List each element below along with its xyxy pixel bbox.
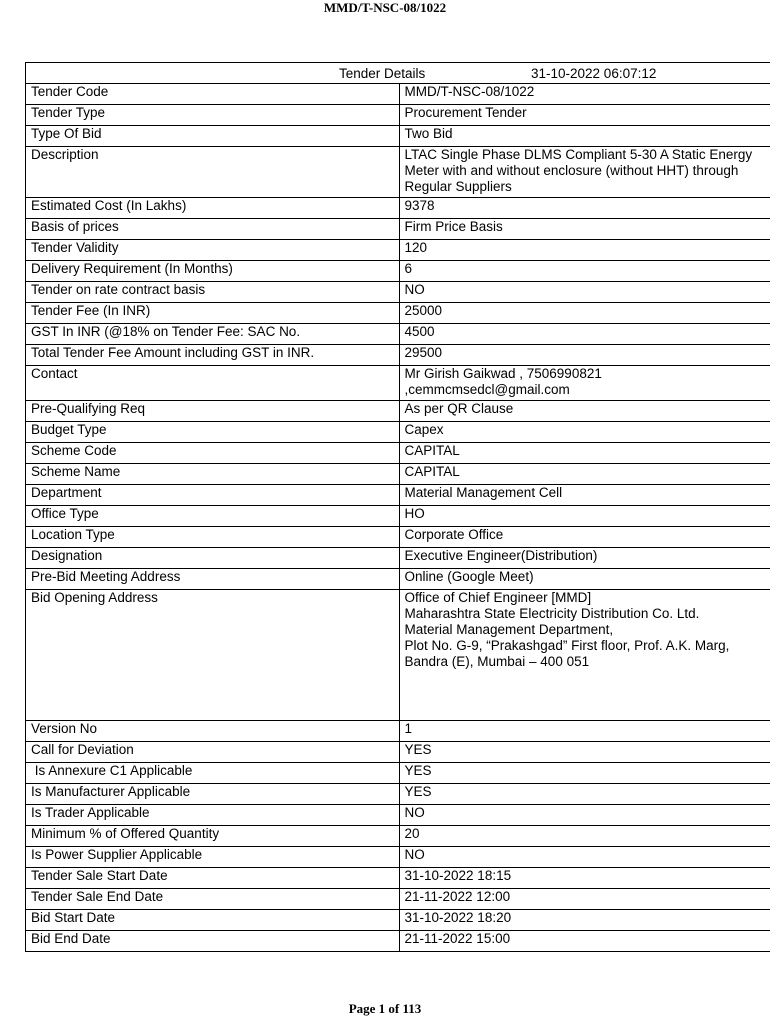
table-row [26,219,770,240]
field-label: Tender Code [26,84,400,105]
field-value: Firm Price Basis [399,219,770,240]
table-row [26,240,770,261]
field-label: Bid Opening Address [26,590,400,721]
table-row [26,324,770,345]
field-label: Tender Sale End Date [26,889,400,910]
table-header [26,63,770,84]
field-value: 4500 [399,324,770,345]
field-value: Executive Engineer(Distribution) [399,548,770,569]
field-label: Tender Validity [26,240,400,261]
field-label: Total Tender Fee Amount including GST in INR. [26,345,400,366]
table-row [26,910,770,931]
table-row [26,105,770,126]
field-value: 31-10-2022 18:20 [399,910,770,931]
field-label: Tender on rate contract basis [26,282,400,303]
table-row [26,931,770,952]
table-row [26,366,770,401]
field-label: Designation [26,548,400,569]
field-value: MMD/T-NSC-08/1022 [399,84,770,105]
table-row [26,569,770,590]
field-value: CAPITAL [399,443,770,464]
table-row [26,548,770,569]
field-value: Mr Girish Gaikwad , 7506990821 ,cemmcmsedcl@gmail.com [399,366,770,401]
field-value: Two Bid [399,126,770,147]
field-label: Tender Sale Start Date [26,868,400,889]
table-row [26,261,770,282]
table-row [26,742,770,763]
generated-timestamp: 31-10-2022 06:07:12 [531,66,657,81]
field-value: LTAC Single Phase DLMS Compliant 5-30 A Static Energy Meter with and without enclosure (without HHT) through Regular Suppliers [399,147,770,198]
field-label: Department [26,485,400,506]
field-label: Bid End Date [26,931,400,952]
field-label: Scheme Name [26,464,400,485]
field-label: Bid Start Date [26,910,400,931]
field-value: NO [399,805,770,826]
table-header-row [26,63,770,84]
field-value: As per QR Clause [399,401,770,422]
table-row [26,198,770,219]
field-value: Corporate Office [399,527,770,548]
field-value: YES [399,763,770,784]
field-label: Budget Type [26,422,400,443]
field-label: Location Type [26,527,400,548]
field-value: 9378 [399,198,770,219]
field-value: 120 [399,240,770,261]
field-value: NO [399,847,770,868]
field-label: Call for Deviation [26,742,400,763]
table-row [26,485,770,506]
field-label: Tender Type [26,105,400,126]
table-row [26,126,770,147]
field-label: Scheme Code [26,443,400,464]
table-row [26,282,770,303]
field-value: YES [399,784,770,805]
field-value: 20 [399,826,770,847]
table-row [26,847,770,868]
field-label: Description [26,147,400,198]
field-value: 6 [399,261,770,282]
field-label: Tender Fee (In INR) [26,303,400,324]
field-label: Estimated Cost (In Lakhs) [26,198,400,219]
table-row [26,506,770,527]
table-row [26,464,770,485]
field-label: Contact [26,366,400,401]
field-label: Is Annexure C1 Applicable [26,763,400,784]
field-value: Office of Chief Engineer [MMD] Maharashtra State Electricity Distribution Co. Ltd. Material Management Department, Plot No. G-9, “Prakashgad” First floor, Prof. A.K. Marg, Bandra (E), Mumbai – 400 051 [399,590,770,721]
field-value: 21-11-2022 12:00 [399,889,770,910]
table-row [26,889,770,910]
table-row [26,422,770,443]
field-value: Online (Google Meet) [399,569,770,590]
field-label: GST In INR (@18% on Tender Fee: SAC No. [26,324,400,345]
table-row [26,721,770,742]
field-label: Type Of Bid [26,126,400,147]
field-label: Minimum % of Offered Quantity [26,826,400,847]
field-value: 1 [399,721,770,742]
field-label: Version No [26,721,400,742]
field-value: HO [399,506,770,527]
table-row [26,784,770,805]
field-value: 29500 [399,345,770,366]
field-label: Pre-Qualifying Req [26,401,400,422]
page-number: Page 1 of 113 [348,1001,422,1016]
table-row [26,303,770,324]
table-row [26,443,770,464]
table-row [26,401,770,422]
field-value: Procurement Tender [399,105,770,126]
table-row [26,590,770,721]
field-value: Capex [399,422,770,443]
table-title: Tender Details [339,66,426,81]
field-value: 25000 [399,303,770,324]
field-label: Pre-Bid Meeting Address [26,569,400,590]
field-label: Delivery Requirement (In Months) [26,261,400,282]
table-row [26,763,770,784]
table-row [26,826,770,847]
table-row [26,147,770,198]
field-value: 21-11-2022 15:00 [399,931,770,952]
field-value: 31-10-2022 18:15 [399,868,770,889]
table-row [26,805,770,826]
tender-details-table [25,62,770,952]
field-label: Is Manufacturer Applicable [26,784,400,805]
table-row [26,868,770,889]
field-value: Material Management Cell [399,485,770,506]
field-label: Is Power Supplier Applicable [26,847,400,868]
field-label: Basis of prices [26,219,400,240]
field-label: Office Type [26,506,400,527]
document-id: MMD/T-NSC-08/1022 [323,0,447,15]
field-value: NO [399,282,770,303]
field-value: CAPITAL [399,464,770,485]
field-value: YES [399,742,770,763]
table-row [26,345,770,366]
table-row [26,84,770,105]
field-label: Is Trader Applicable [26,805,400,826]
table-row [26,527,770,548]
